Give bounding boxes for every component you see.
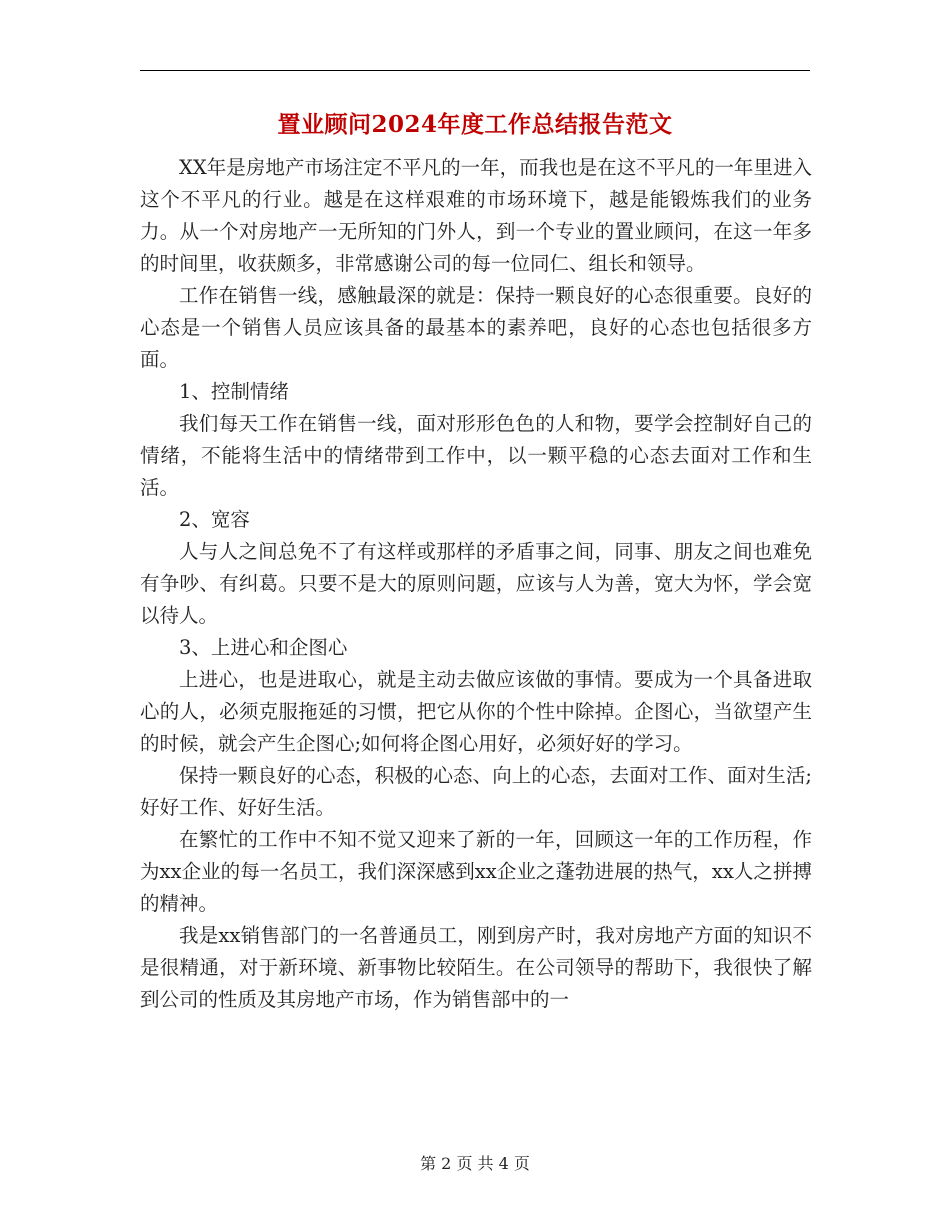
section-heading: 3、上进心和企图心 bbox=[179, 636, 348, 659]
paragraph: 上进心，也是进取心，就是主动去做应该做的事情。要成为一个具备进取心的人，必须克服拖延的习惯，把它从你的个性中除掉。企图心，当欲望产生的时候，就会产生企图心;如何将企图心用好，必须好好的学习。 bbox=[140, 668, 812, 755]
document-body bbox=[140, 152, 812, 1016]
document-title: 置业顾问2024年度工作总结报告范文 bbox=[277, 111, 673, 138]
paragraph: 我们每天工作在销售一线，面对形形色色的人和物，要学会控制好自己的情绪，不能将生活中的情绪带到工作中，以一颗平稳的心态去面对工作和生活。 bbox=[140, 412, 812, 499]
section-heading: 1、控制情绪 bbox=[179, 380, 289, 403]
paragraph: 保持一颗良好的心态，积极的心态、向上的心态，去面对工作、面对生活;好好工作、好好生活。 bbox=[140, 764, 812, 819]
header-rule bbox=[140, 70, 810, 71]
page-footer: 第 2 页 共 4 页 bbox=[420, 1154, 530, 1173]
paragraph: 工作在销售一线，感触最深的就是：保持一颗良好的心态很重要。良好的心态是一个销售人员应该具备的最基本的素养吧，良好的心态也包括很多方面。 bbox=[140, 284, 812, 371]
paragraph: 在繁忙的工作中不知不觉又迎来了新的一年，回顾这一年的工作历程，作为xx企业的每一名员工，我们深深感到xx企业之蓬勃进展的热气，xx人之拼搏的精神。 bbox=[140, 828, 812, 915]
paragraph: XX年是房地产市场注定不平凡的一年，而我也是在这不平凡的一年里进入这个不平凡的行业。越是在这样艰难的市场环境下，越是能锻炼我们的业务力。从一个对房地产一无所知的门外人，到一个专业的置业顾问，在这一年多的时间里，收获颇多，非常感谢公司的每一位同仁、组长和领导。 bbox=[140, 156, 812, 275]
paragraph: 我是xx销售部门的一名普通员工，刚到房产时，我对房地产方面的知识不是很精通，对于新环境、新事物比较陌生。在公司领导的帮助下，我很快了解到公司的性质及其房地产市场，作为销售部中的一 bbox=[140, 924, 812, 1011]
paragraph: 人与人之间总免不了有这样或那样的矛盾事之间，同事、朋友之间也难免有争吵、有纠葛。只要不是大的原则问题，应该与人为善，宽大为怀，学会宽以待人。 bbox=[140, 540, 812, 627]
section-heading: 2、宽容 bbox=[179, 508, 250, 531]
